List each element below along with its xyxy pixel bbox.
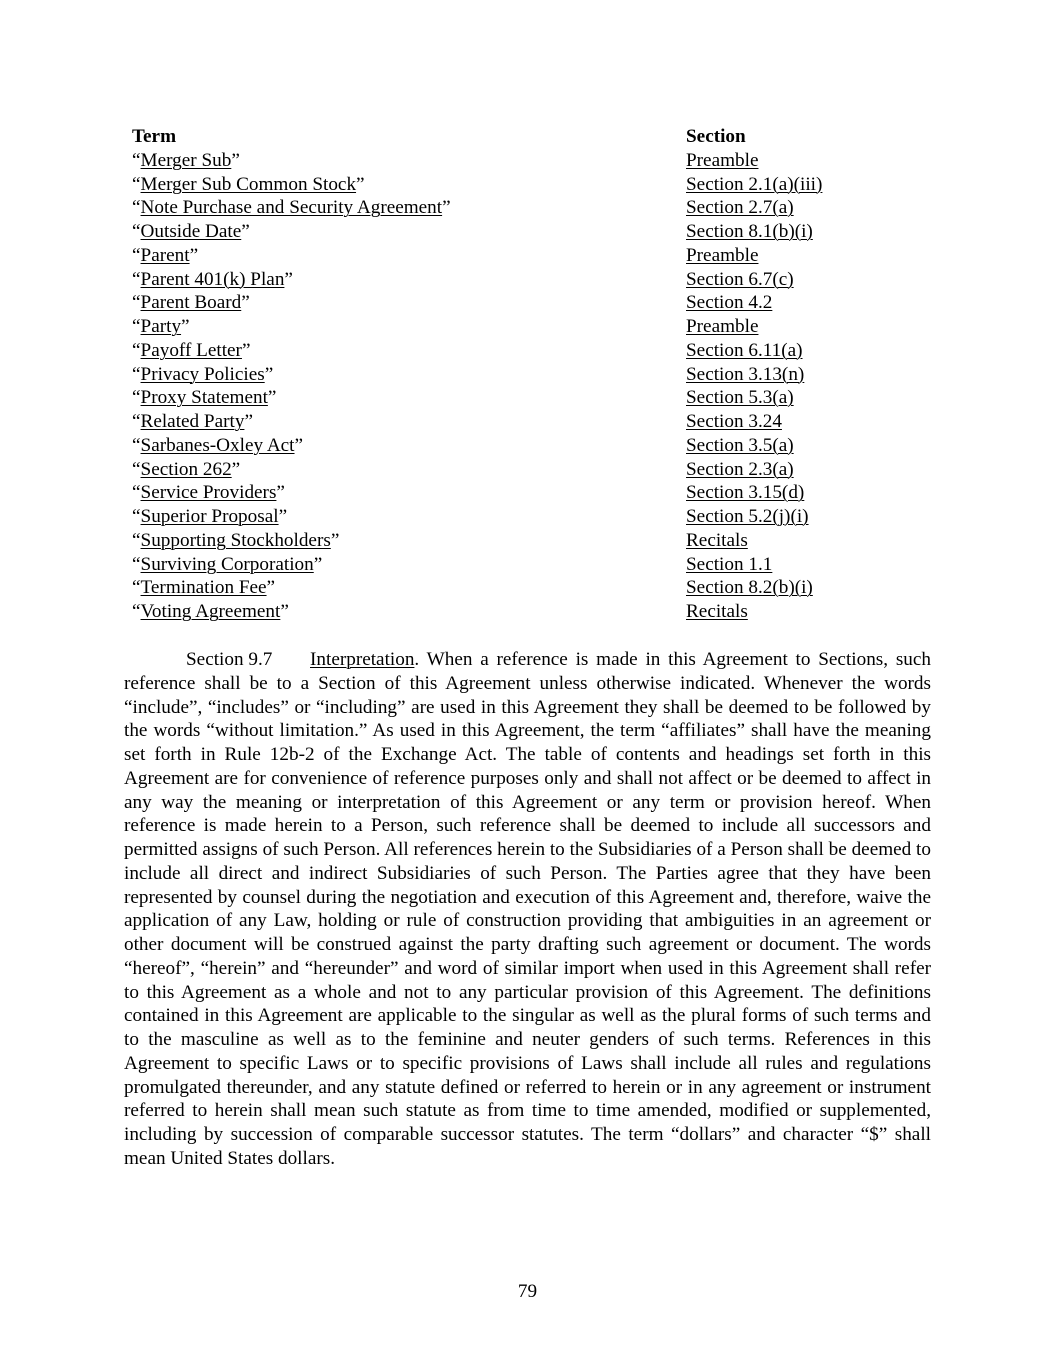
table-row bbox=[132, 339, 892, 363]
table-row bbox=[132, 529, 892, 553]
section-reference-link[interactable]: Section 6.11(a) bbox=[686, 339, 803, 361]
open-quote: “ bbox=[132, 149, 141, 171]
section-reference-link[interactable]: Section 5.3(a) bbox=[686, 387, 794, 409]
defined-term bbox=[132, 505, 287, 529]
term-link[interactable]: Payoff Letter bbox=[140, 339, 242, 361]
table-row bbox=[132, 315, 892, 339]
open-quote: “ bbox=[132, 458, 141, 480]
section-number: Section 9.7 bbox=[186, 649, 273, 670]
open-quote: “ bbox=[132, 339, 141, 361]
term-link[interactable]: Privacy Policies bbox=[140, 363, 265, 385]
close-quote: ” bbox=[231, 458, 241, 480]
term-link[interactable]: Note Purchase and Security Agreement bbox=[140, 197, 443, 219]
section-reference-link[interactable]: Section 1.1 bbox=[686, 553, 773, 575]
open-quote: “ bbox=[132, 387, 141, 409]
close-quote: ” bbox=[244, 411, 253, 432]
term-link[interactable]: Surviving Corporation bbox=[140, 553, 314, 575]
close-quote: ” bbox=[284, 268, 293, 290]
table-row bbox=[132, 363, 892, 387]
table-row bbox=[132, 244, 892, 268]
defined-term bbox=[132, 196, 451, 220]
table-header-row bbox=[132, 125, 892, 149]
table-row bbox=[132, 434, 892, 458]
term-link[interactable]: Parent 401(k) Plan bbox=[140, 268, 285, 290]
open-quote: “ bbox=[132, 268, 141, 290]
section-reference-link[interactable]: Recitals bbox=[686, 529, 748, 551]
section-reference-link[interactable]: Preamble bbox=[686, 316, 759, 337]
term-link[interactable]: Service Providers bbox=[140, 482, 277, 504]
close-quote: ” bbox=[442, 197, 451, 219]
table-row bbox=[132, 173, 892, 197]
section-reference-link[interactable]: Section 5.2(j)(i) bbox=[686, 506, 809, 527]
term-link[interactable]: Sarbanes-Oxley Act bbox=[140, 434, 295, 456]
open-quote: “ bbox=[132, 244, 141, 266]
defined-term bbox=[132, 173, 365, 197]
open-quote: “ bbox=[132, 434, 141, 456]
term-link[interactable]: Parent Board bbox=[140, 292, 242, 314]
section-reference-link[interactable]: Section 3.15(d) bbox=[686, 482, 805, 504]
open-quote: “ bbox=[132, 553, 141, 575]
close-quote: ” bbox=[231, 149, 240, 171]
open-quote: “ bbox=[132, 316, 141, 337]
defined-term bbox=[132, 386, 276, 410]
open-quote: “ bbox=[132, 363, 141, 385]
defined-term bbox=[132, 291, 250, 315]
close-quote: ” bbox=[356, 173, 365, 195]
table-row bbox=[132, 291, 892, 315]
defined-term bbox=[132, 149, 240, 173]
section-reference-link[interactable]: Preamble bbox=[686, 244, 759, 266]
defined-term bbox=[132, 458, 240, 482]
close-quote: ” bbox=[330, 529, 340, 551]
close-quote: ” bbox=[181, 316, 190, 337]
section-reference-link[interactable]: Section 6.7(c) bbox=[686, 268, 794, 290]
open-quote: “ bbox=[132, 197, 141, 219]
table-row bbox=[132, 458, 892, 482]
section-reference-link[interactable]: Section 8.1(b)(i) bbox=[686, 221, 813, 242]
term-link[interactable]: Proxy Statement bbox=[140, 387, 268, 409]
definitions-rows bbox=[132, 149, 892, 624]
table-row bbox=[132, 576, 892, 600]
open-quote: “ bbox=[132, 221, 141, 242]
close-quote: ” bbox=[294, 434, 304, 456]
section-reference-link[interactable]: Section 8.2(b)(i) bbox=[686, 577, 813, 599]
close-quote: ” bbox=[267, 387, 277, 409]
term-link[interactable]: Voting Agreement bbox=[140, 601, 281, 622]
close-quote: ” bbox=[241, 339, 251, 361]
close-quote: ” bbox=[280, 601, 289, 622]
close-quote: ” bbox=[278, 506, 288, 527]
table-row bbox=[132, 410, 892, 434]
open-quote: “ bbox=[132, 577, 141, 599]
close-quote: ” bbox=[189, 244, 199, 266]
term-link[interactable]: Merger Sub bbox=[140, 149, 232, 171]
term-link[interactable]: Parent bbox=[140, 244, 190, 266]
defined-term bbox=[132, 553, 322, 577]
section-heading: Interpretation bbox=[310, 649, 415, 670]
term-link[interactable]: Section 262 bbox=[140, 458, 232, 480]
open-quote: “ bbox=[132, 411, 141, 432]
close-quote: ” bbox=[313, 553, 323, 575]
term-column-header: Term bbox=[132, 126, 177, 147]
section-reference-link[interactable]: Section 3.13(n) bbox=[686, 363, 805, 385]
defined-term bbox=[132, 529, 339, 553]
table-row bbox=[132, 386, 892, 410]
definitions-index-table bbox=[132, 125, 892, 624]
section-reference-link[interactable]: Section 2.1(a)(iii) bbox=[686, 173, 823, 195]
open-quote: “ bbox=[132, 173, 141, 195]
close-quote: ” bbox=[241, 292, 250, 314]
close-quote: ” bbox=[264, 363, 274, 385]
section-9-7-paragraph bbox=[124, 648, 931, 1171]
defined-term bbox=[132, 576, 275, 600]
defined-term bbox=[132, 600, 289, 624]
table-row bbox=[132, 481, 892, 505]
table-row bbox=[132, 553, 892, 577]
term-link[interactable]: Outside Date bbox=[140, 221, 242, 242]
section-column-header: Section bbox=[686, 126, 746, 147]
close-quote: ” bbox=[276, 482, 285, 504]
defined-term bbox=[132, 434, 303, 458]
defined-term bbox=[132, 481, 285, 505]
term-link[interactable]: Termination Fee bbox=[140, 577, 267, 599]
section-reference-link[interactable]: Section 2.7(a) bbox=[686, 197, 794, 219]
defined-term bbox=[132, 220, 250, 244]
defined-term bbox=[132, 410, 253, 434]
term-link[interactable]: Merger Sub Common Stock bbox=[140, 173, 357, 195]
close-quote: ” bbox=[241, 221, 250, 242]
section-reference-link[interactable]: Section 3.24 bbox=[686, 411, 782, 432]
open-quote: “ bbox=[132, 292, 141, 314]
table-row bbox=[132, 268, 892, 292]
table-row bbox=[132, 149, 892, 173]
defined-term bbox=[132, 268, 293, 292]
open-quote: “ bbox=[132, 482, 141, 504]
table-row bbox=[132, 505, 892, 529]
open-quote: “ bbox=[132, 506, 141, 527]
defined-term bbox=[132, 315, 190, 339]
defined-term bbox=[132, 339, 250, 363]
section-body: . When a reference is made in this Agreement to Sections, such reference shall be to a Section of this Agreement unless otherwise indicated. Whenever the words “include”, “includes” or “including” are used in this Agreement they shall be deemed to be followed by the words “without limitation.” As used in this Agreement, the term “affiliates” shall have the meaning set forth in Rule 12b-2 of the Exchange Act. The table of contents and headings set forth in this Agreement are for convenience of reference purposes only and shall not affect or be deemed to affect in any way the meaning or interpretation of this Agreement or any term or provision hereof. When reference is made herein to a Person, such reference shall be deemed to include all successors and permitted assigns of such Person. All references herein to the Subsidiaries of a Person shall be deemed to include all direct and indirect Subsidiaries of such Person. The Parties agree that they have been represented by counsel during the negotiation and execution of this Agreement and, therefore, waive the application of any Law, holding or rule of construction providing that ambiguities in an agreement or other document will be construed against the party drafting such agreement or document. The words “hereof”, “herein” and “hereunder” and word of similar import when used in this Agreement shall refer to this Agreement as a whole and not to any particular provision of this Agreement. The definitions contained in this Agreement are applicable to the singular as well as the plural forms of such terms and to the masculine as well as to the feminine and neuter genders of such terms. References in this Agreement to specific Laws or to specific provisions of Laws shall include all rules and regulations promulgated thereunder, and any statute defined or referred to herein or in any agreement or instrument referred to herein shall mean such statute as from time to time amended, modified or supplemented, including by succession of comparable successor statutes. The term “dollars” and character “$” shall mean United States dollars. bbox=[124, 649, 931, 1169]
section-reference-link[interactable]: Section 2.3(a) bbox=[686, 458, 794, 480]
term-link[interactable]: Party bbox=[140, 316, 182, 337]
term-link[interactable]: Related Party bbox=[140, 411, 245, 432]
open-quote: “ bbox=[132, 529, 141, 551]
open-quote: “ bbox=[132, 601, 141, 622]
section-reference-link[interactable]: Preamble bbox=[686, 149, 759, 171]
page-number: 79 bbox=[517, 1281, 538, 1302]
term-link[interactable]: Supporting Stockholders bbox=[140, 529, 331, 551]
section-reference-link[interactable]: Recitals bbox=[686, 601, 748, 622]
section-reference-link[interactable]: Section 4.2 bbox=[686, 292, 773, 314]
close-quote: ” bbox=[266, 577, 276, 599]
section-reference-link[interactable]: Section 3.5(a) bbox=[686, 434, 794, 456]
term-link[interactable]: Superior Proposal bbox=[140, 506, 279, 527]
defined-term bbox=[132, 244, 198, 268]
table-row bbox=[132, 220, 892, 244]
defined-term bbox=[132, 363, 273, 387]
table-row bbox=[132, 600, 892, 624]
table-row bbox=[132, 196, 892, 220]
